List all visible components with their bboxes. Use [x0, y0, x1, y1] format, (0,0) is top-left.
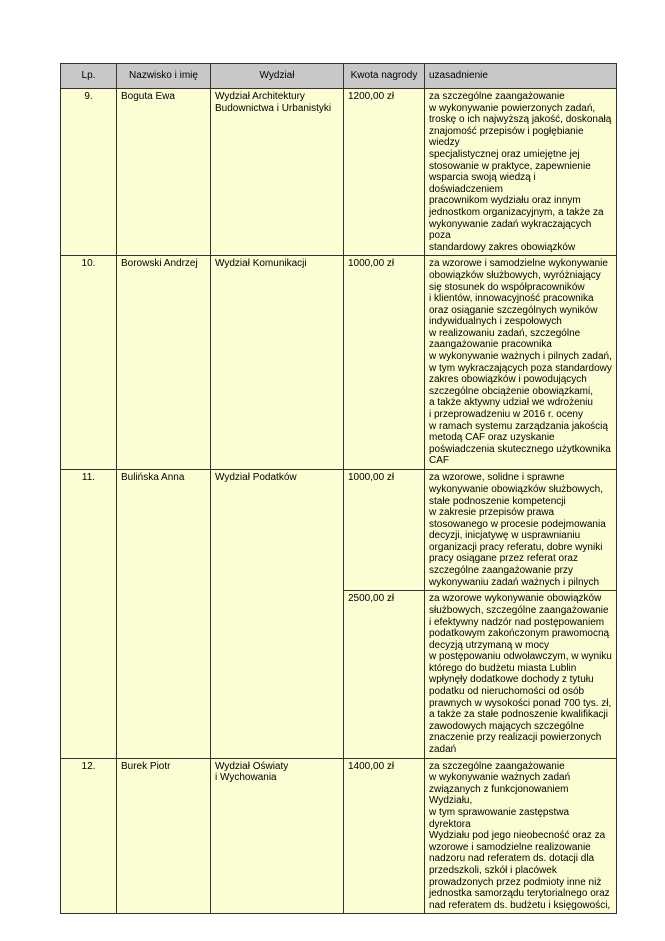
header-name: Nazwisko i imię [117, 64, 211, 89]
row-dept: Wydział Architektury Budownictwa i Urbanistyki [211, 89, 344, 256]
row-amount: 1000,00 zł [344, 256, 425, 470]
row-amount: 1400,00 zł [344, 758, 425, 914]
table-row [61, 758, 617, 914]
header-reason: uzasadnienie [425, 64, 617, 89]
header-row [61, 64, 617, 89]
row-dept: Wydział Komunikacji [211, 256, 344, 470]
row-name: Burek Piotr [117, 758, 211, 914]
row-lp: 10. [61, 256, 117, 470]
table-row [61, 470, 617, 591]
row-reason: za wzorowe wykonywanie obowiązków służbowych, szczególne zaangażowanie i efektywny nadzór nad postępowaniem podatkowym zakończonym prawomocną decyzją utrzymaną w mocy w postępowaniu odwoławczym, w wyniku którego do budżetu miasta Lublin wpłynęły dodatkowe dochody z tytułu podatku od nieruchomości od osób prawnych w wysokości ponad 700 tys. zł, a także za stałe podnoszenie kwalifikacji zawodowych mających szczególne znaczenie przy realizacji powierzonych zadań [425, 591, 617, 758]
row-reason: za szczególne zaangażowanie w wykonywanie ważnych zadań związanych z funkcjonowaniem Wydziału, w tym sprawowanie zastępstwa dyrektora Wydziału pod jego nieobecność oraz za wzorowe i samodzielne realizowanie nadzoru nad referatem ds. dotacji dla przedszkoli, szkół i placówek prowadzonych przez podmioty inne niż jednostka samorządu terytorialnego oraz nad referatem ds. budżetu i księgowości, [425, 758, 617, 914]
header-amount: Kwota nagrody [344, 64, 425, 89]
header-lp: Lp. [61, 64, 117, 89]
row-reason: za wzorowe i samodzielne wykonywanie obowiązków służbowych, wyróżniający się stosunek do współpracowników i klientów, innowacyjność pracownika oraz osiąganie szczególnych wyników indywidualnych i zespołowych w realizowaniu zadań, szczególne zaangażowanie pracownika w wykonywanie ważnych i pilnych zadań, w tym wykraczających poza standardowy zakres obowiązków i powodujących szczególne obciążenie obowiązkami, a także aktywny udział we wdrożeniu i przeprowadzeniu w 2016 r. oceny w ramach systemu zarządzania jakością metodą CAF oraz uzyskanie poświadczenia skutecznego użytkownika CAF [425, 256, 617, 470]
table-row [61, 89, 617, 256]
header-dept: Wydział [211, 64, 344, 89]
row-lp: 11. [61, 470, 117, 758]
row-name: Borowski Andrzej [117, 256, 211, 470]
row-reason: za wzorowe, solidne i sprawne wykonywanie obowiązków służbowych, stałe podnoszenie kompetencji w zakresie przepisów prawa stosowanego w procesie podejmowania decyzji, inicjatywę w usprawnianiu organizacji pracy referatu, dobre wyniki pracy osiągane przez referat oraz szczególne zaangażowanie przy wykonywaniu zadań ważnych i pilnych [425, 470, 617, 591]
row-name: Bulińska Anna [117, 470, 211, 758]
row-amount: 1000,00 zł [344, 470, 425, 591]
row-amount: 1200,00 zł [344, 89, 425, 256]
row-reason: za szczególne zaangażowanie w wykonywanie powierzonych zadań, troskę o ich najwyższą jakość, doskonałą znajomość przepisów i pogłębianie wiedzy specjalistycznej oraz umiejętne jej stosowanie w praktyce, zapewnienie wsparcia swoją wiedzą i doświadczeniem pracownikom wydziału oraz innym jednostkom organizacyjnym, a także za wykonywanie zadań wykraczających poza standardowy zakres obowiązków [425, 89, 617, 256]
table-row [61, 256, 617, 470]
row-amount: 2500,00 zł [344, 591, 425, 758]
row-dept: Wydział Podatków [211, 470, 344, 758]
row-lp: 9. [61, 89, 117, 256]
row-dept: Wydział Oświaty i Wychowania [211, 758, 344, 914]
awards-table [60, 63, 617, 914]
row-name: Boguta Ewa [117, 89, 211, 256]
row-lp: 12. [61, 758, 117, 914]
